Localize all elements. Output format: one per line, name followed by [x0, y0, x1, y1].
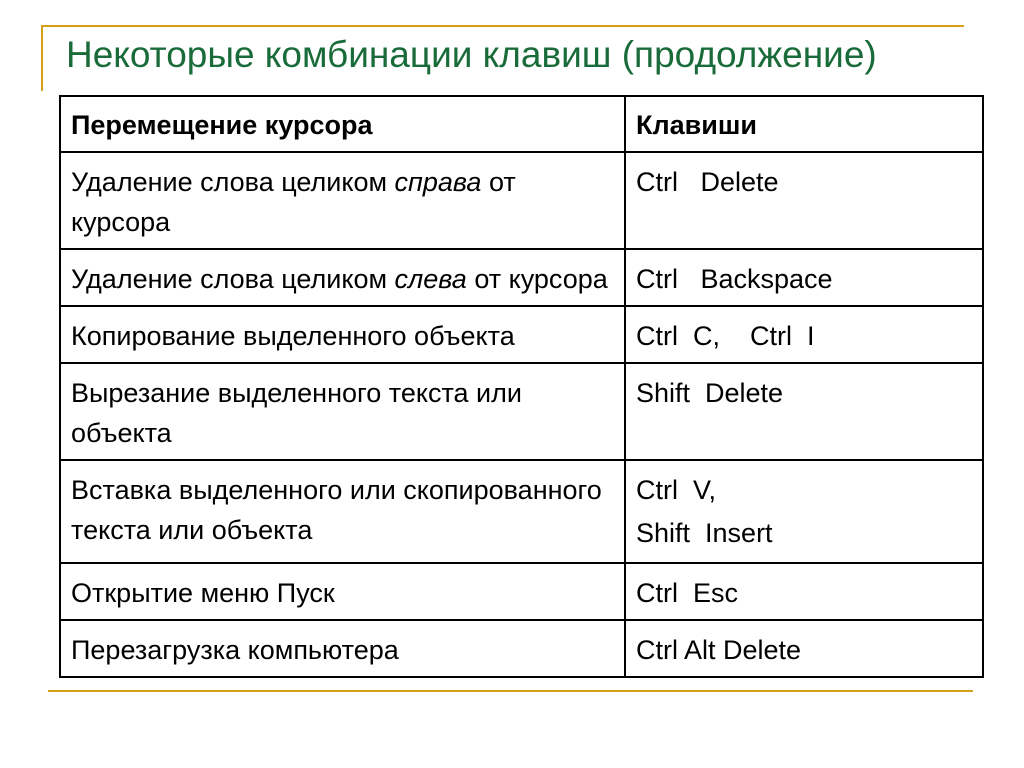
action-text: Перезагрузка компьютера — [71, 635, 399, 665]
action-cell — [60, 152, 625, 249]
keys-cell — [625, 460, 983, 563]
keys-cell — [625, 620, 983, 677]
action-text-end: от курсора — [71, 167, 516, 237]
table-row — [60, 249, 983, 306]
keys-cell — [625, 363, 983, 460]
action-cell — [60, 363, 625, 460]
table-row — [60, 620, 983, 677]
action-text: Вставка выделенного или скопированного текста или объекта — [71, 475, 602, 545]
action-cell — [60, 306, 625, 363]
header-cursor-movement: Перемещение курсора — [60, 96, 625, 152]
action-cell — [60, 563, 625, 620]
action-text: Вырезание выделенного текста или объекта — [71, 378, 522, 448]
action-cell — [60, 249, 625, 306]
table-header-row — [60, 96, 983, 152]
bottom-accent-line — [48, 690, 973, 692]
action-text: Копирование выделенного объекта — [71, 321, 515, 351]
action-text-end: от курсора — [466, 264, 608, 294]
keys-cell — [625, 249, 983, 306]
left-accent-line — [41, 25, 43, 91]
action-text: Удаление слова целиком — [71, 264, 395, 294]
shortcuts-table — [59, 95, 984, 678]
keys-cell — [625, 563, 983, 620]
keys-text: Ctrl C, Ctrl I — [636, 321, 815, 351]
action-cell — [60, 620, 625, 677]
action-text: Удаление слова целиком — [71, 167, 395, 197]
keys-text: Ctrl Backspace — [636, 264, 833, 294]
keys-cell — [625, 306, 983, 363]
keys-cell — [625, 152, 983, 249]
table-row — [60, 460, 983, 563]
keys-text: Shift Delete — [636, 378, 784, 408]
action-text: Открытие меню Пуск — [71, 578, 335, 608]
top-accent-line — [41, 25, 964, 27]
action-cell — [60, 460, 625, 563]
action-emphasis: слева — [394, 264, 467, 294]
keys-text: Ctrl Esc — [636, 578, 739, 608]
keys-text: Shift Insert — [636, 518, 773, 548]
keys-text: Ctrl V, — [636, 475, 717, 505]
keys-text: Ctrl Alt Delete — [636, 635, 802, 665]
table-row — [60, 363, 983, 460]
slide-title: Некоторые комбинации клавиш (продолжение) — [66, 34, 877, 75]
table-row — [60, 563, 983, 620]
action-emphasis: справа — [394, 167, 482, 197]
table-row — [60, 152, 983, 249]
header-keys: Клавиши — [625, 96, 983, 152]
table-row — [60, 306, 983, 363]
keys-text: Ctrl Delete — [636, 167, 779, 197]
